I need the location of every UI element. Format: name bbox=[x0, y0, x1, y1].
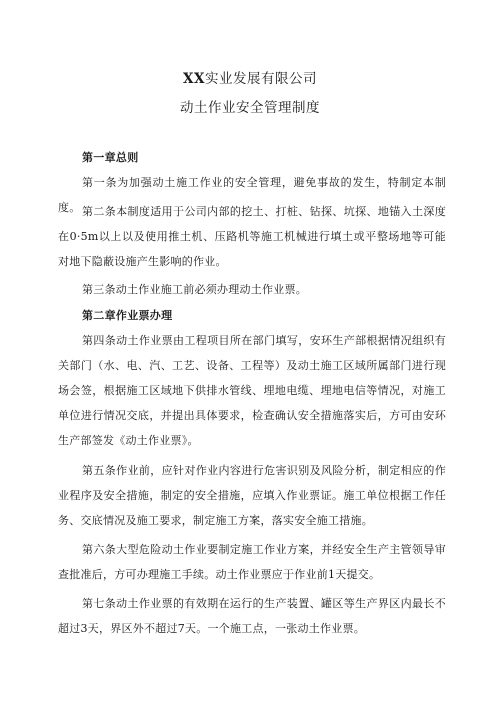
chapter-2-heading: 第二章作业票办理 bbox=[82, 309, 173, 322]
company-name-prefix: XX bbox=[183, 71, 205, 87]
article-3-paragraph: 第三条动土作业施工前必须办理动土作业票。 bbox=[82, 283, 307, 296]
document-company-title bbox=[0, 67, 500, 87]
document-subtitle: 动土作业安全管理制度 bbox=[180, 100, 320, 116]
article-7-paragraph: 第七条动土作业票的有效期在运行的生产装置、罐区等生产界区内最长不超过3天，界区外不超过7天。一个施工点，一张动土作业票。 bbox=[58, 597, 446, 635]
article-6-paragraph: 第六条大型危险动土作业要制定施工作业方案，并经安全生产主管领导审查批准后，方可办理施工手续。动土作业票应于作业前1天提交。 bbox=[58, 543, 446, 581]
company-name-rest: 实业发展有限公司 bbox=[204, 71, 317, 87]
article-5-paragraph: 第五条作业前，应针对作业内容进行危害识别及风险分析，制定相应的作业程序及安全措施，制定的安全措施，应填入作业票证。施工单位根据工作任务、交底情况及施工要求，制定施工方案，落实安全施工措施。 bbox=[58, 464, 446, 527]
chapter-1-heading: 第一章总则 bbox=[82, 151, 139, 164]
article-4-paragraph: 第四条动土作业票由工程项目所在部门填写，安环生产部根据情况组织有关部门（水、电、汽、工艺、设备、工程等）及动土施工区域所属部门进行现场会签，根据施工区域地下供排水管线、埋地电缆、埋地电信等情况，对施工单位进行情况交底，并提出具体要求，检查确认安全措施落实后，方可由安环生产部签发《动土作业票》。 bbox=[58, 334, 446, 447]
article-1-paragraph: 第一条为加强动土施工作业的安全管理，避免事故的发生，特制定本制度。 bbox=[58, 176, 446, 214]
article-2-paragraph: 第二条本制度适用于公司内部的挖土、打桩、钻探、坑探、地锚入土深度在0·5m以上以及使用推土机、压路机等施工机械进行填土或平整场地等可能对地下隐蔽设施产生影响的作业。 bbox=[58, 205, 446, 268]
